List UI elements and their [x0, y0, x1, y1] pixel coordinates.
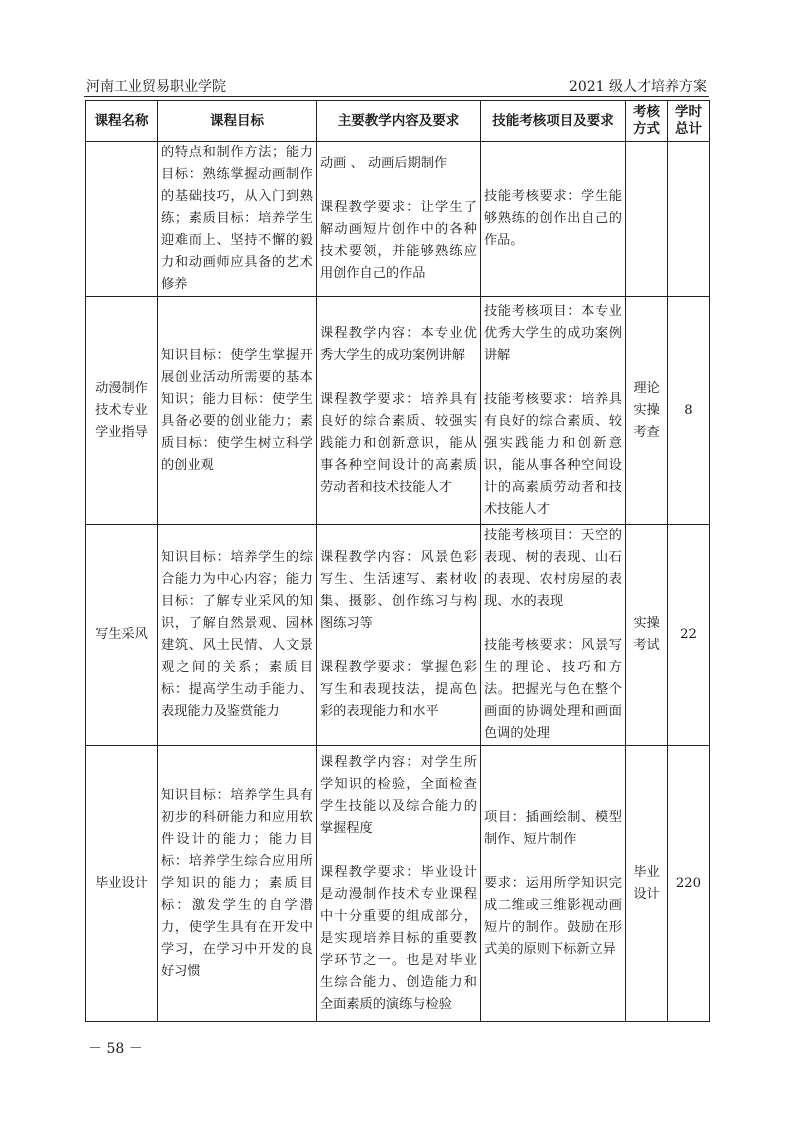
curriculum-table [85, 100, 710, 1022]
skill-requirement: 要求：运用所学知识完成二维或三维影视动画短片的制作。鼓励在形式美的原则下标新立异 [484, 875, 622, 957]
total-hours-cell: 22 [668, 525, 710, 746]
content-part: 课程教学内容：风景色彩写生、生活速写、素材收集、摄影、创作练习与构图练习等 [320, 550, 477, 631]
exam-method-cell [626, 142, 668, 297]
content-requirement: 课程教学要求：让学生了解动画短片创作中的各种技术要领，并能够熟练应用创作自己的作品 [320, 200, 477, 281]
exam-method-cell: 理论实操考查 [626, 297, 668, 525]
skill-assessment-cell [481, 746, 626, 1022]
table-header-row [86, 101, 710, 142]
total-hours-cell: 8 [668, 297, 710, 525]
course-goal-cell: 知识目标：使学生掌握开展创业活动所需要的基本知识；能力目标：使学生具备必要的创业能力；素质目标：使学生树立科学的创业观 [158, 297, 317, 525]
skill-requirement: 技能考核要求：学生能够熟练的创作出自己的作品。 [484, 189, 622, 248]
course-goal-cell: 的特点和制作方法；能力目标：熟练掌握动画制作的基础技巧，从入门到熟练；素质目标：培养学生迎难而上、坚持不懈的毅力和动画师应具备的艺术修养 [158, 142, 317, 297]
total-hours-cell: 220 [668, 746, 710, 1022]
course-goal-cell: 知识目标：培养学生的综合能力为中心内容；能力目标：了解专业采风的知识，了解自然景观、园林建筑、风土民情、人文景观之间的关系；素质目标：提高学生动手能力、表现能力及鉴赏能力 [158, 525, 317, 746]
skill-project: 技能考核项目：本专业优秀大学生的成功案例讲解 [484, 303, 622, 363]
skill-assessment-cell [481, 525, 626, 746]
total-hours-cell [668, 142, 710, 297]
col-header-hours [668, 101, 710, 142]
content-requirement: 课程教学要求：掌握色彩写生和表现技法，提高色彩的表现能力和水平 [320, 660, 477, 719]
table-row [86, 746, 710, 1022]
col-header-hours-line1: 学时 [675, 104, 702, 120]
content-part: 动画 、 动画后期制作 [320, 156, 448, 171]
col-header-exam [626, 101, 668, 142]
header-school-name: 河南工业贸易职业学院 [86, 79, 226, 95]
header-plan-title: 2021 级人才培养方案 [568, 79, 707, 95]
col-header-goal: 课程目标 [158, 101, 317, 142]
content-requirement: 课程教学要求：毕业设计是动漫制作技术专业课程中十分重要的组成部分，是实现培养目标的重要教学环节之一。也是对毕业生综合能力、创造能力和全面素质的演练与检验 [320, 864, 477, 1012]
exam-method-cell: 毕业设计 [626, 746, 668, 1022]
header-divider [84, 96, 709, 97]
skill-project: 技能考核项目：天空的表现、树的表现、山石的表现、农村房屋的表现、水的表现 [484, 528, 622, 609]
col-header-course: 课程名称 [86, 101, 158, 142]
table-row [86, 525, 710, 746]
col-header-hours-line2: 总计 [675, 121, 702, 137]
col-header-content: 主要教学内容及要求 [317, 101, 481, 142]
course-content-cell [317, 297, 481, 525]
col-header-exam-line1: 考核 [633, 104, 660, 120]
course-content-cell [317, 746, 481, 1022]
content-part: 课程教学内容：对学生所学知识的检验，全面检查学生技能以及综合能力的掌握程度 [320, 754, 477, 836]
skill-assessment-cell [481, 297, 626, 525]
page-number: － 58 － [88, 1041, 143, 1057]
course-goal-cell: 知识目标：培养学生具有初步的科研能力和应用软件设计的能力；能力目标：培养学生综合应用所学知识的能力；素质目标：激发学生的自学潜力，使学生具有在开发中学习，在学习中开发的良好习惯 [158, 746, 317, 1022]
table-row [86, 142, 710, 297]
content-requirement: 课程教学要求：培养具有良好的综合素质、较强实践能力和创新意识，能从事各种空间设计的高素质劳动者和技术技能人才 [320, 391, 477, 495]
skill-requirement: 技能考核要求：培养具有良好的综合素质、较强实践能力和创新意识，能从事各种空间设计的高素质劳动者和技术技能人才 [484, 391, 622, 517]
course-name-cell: 毕业设计 [86, 746, 158, 1022]
course-name-cell: 写生采风 [86, 525, 158, 746]
col-header-skill: 技能考核项目及要求 [481, 101, 626, 142]
content-part: 课程教学内容：本专业优秀大学生的成功案例讲解 [320, 325, 477, 363]
col-header-exam-line2: 方式 [633, 121, 660, 137]
skill-requirement: 技能考核要求：风景写生的理论、技巧和方法。把握光与色在整个画面的协调处理和画面色调的处理 [484, 638, 622, 741]
course-content-cell [317, 142, 481, 297]
table-row [86, 297, 710, 525]
course-name-cell: 动漫制作技术专业学业指导 [86, 297, 158, 525]
course-content-cell [317, 525, 481, 746]
skill-assessment-cell [481, 142, 626, 297]
exam-method-cell: 实操考试 [626, 525, 668, 746]
course-name-cell [86, 142, 158, 297]
skill-project: 项目：插画绘制、模型制作、短片制作 [484, 809, 622, 847]
